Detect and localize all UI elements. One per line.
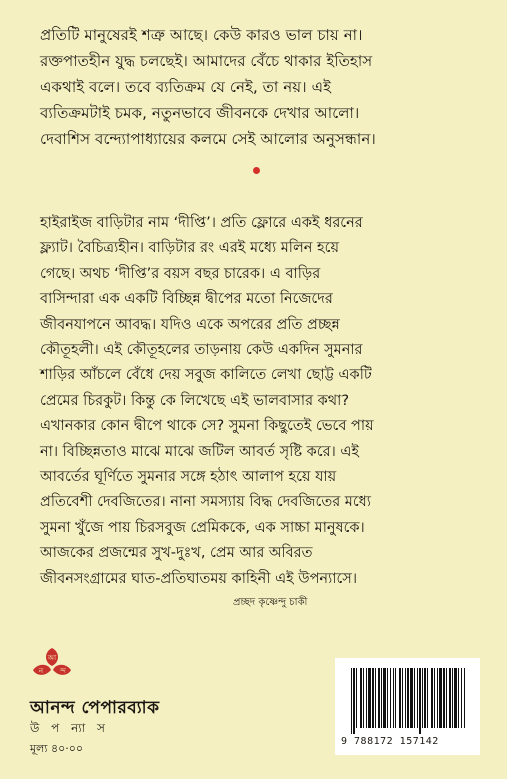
barcode-bar bbox=[422, 668, 423, 728]
barcode-bar bbox=[393, 668, 394, 728]
barcode-bar bbox=[363, 668, 364, 728]
barcode-bar bbox=[402, 668, 403, 728]
genre-label: উ প ন্যা স bbox=[30, 721, 109, 735]
synopsis-paragraph bbox=[40, 211, 480, 592]
isbn-barcode bbox=[335, 658, 480, 755]
synopsis-line: ফ্ল্যাট। বৈচিত্র্যহীন। বাড়িটার রং এরই মধ্যে মলিন হয়ে bbox=[40, 240, 340, 257]
barcode-bar bbox=[443, 668, 445, 728]
synopsis-line: না। বিচ্ছিন্নতাও মাঝে মাঝে জটিল আবর্ত সৃষ্টি করে। এই bbox=[40, 443, 359, 460]
publisher-name: আনন্দ পেপারব্যাক bbox=[30, 698, 160, 718]
price-label: মূল্য ৪০·০০ bbox=[30, 742, 84, 755]
barcode-bar bbox=[458, 668, 459, 728]
barcode-bar bbox=[449, 668, 451, 728]
barcode-bar bbox=[375, 668, 376, 728]
synopsis-line: গেছে। অথচ ‘দীপ্তি’র বয়স বছর চারেক। এ বাড়ির bbox=[40, 265, 321, 282]
barcode-bar bbox=[381, 668, 382, 728]
blurb-line: ব্যতিক্রমটাই চমক, নতুনভাবে জীবনকে দেখার আলো। bbox=[40, 104, 360, 122]
barcode-bars bbox=[349, 668, 467, 734]
synopsis-line: বাসিন্দারা এক একটি বিচ্ছিন্ন দ্বীপের মতো নিজেদের bbox=[40, 291, 333, 308]
logo-letter: আ bbox=[47, 654, 57, 662]
blurb-line: রক্তপাতহীন যুদ্ধ চলছেই। আমাদের বেঁচে থাকার ইতিহাস bbox=[40, 52, 373, 70]
barcode-bar bbox=[439, 668, 442, 728]
synopsis-line: আবর্তের ঘূর্ণিতে সুমনার সঙ্গে হঠাৎ আলাপ হয়ে যায় bbox=[40, 469, 337, 486]
barcode-bar bbox=[390, 668, 391, 728]
barcode-bar bbox=[454, 668, 457, 728]
synopsis-line: জীবনযাপনে আবদ্ধ। যদিও একে অপরের প্রতি প্রচ্ছন্ন bbox=[40, 316, 340, 333]
barcode-bar bbox=[414, 668, 415, 728]
synopsis-line: শাড়ির আঁচলে বেঁধে দেয় সবুজ কালিতে লেখা ছোট্ট একটি bbox=[40, 367, 372, 384]
barcode-bar bbox=[372, 668, 374, 728]
synopsis-line: হাইরাইজ বাড়িটার নাম ‘দীপ্তি’। প্রতি ফ্লোরে একই ধরনের bbox=[40, 215, 363, 231]
barcode-bar bbox=[387, 668, 388, 728]
barcode-bar bbox=[399, 668, 401, 728]
blurb-line: দেবাশিস বন্দ্যোপাধ্যায়ের কলমে সেই আলোর অনুসন্ধান। bbox=[40, 130, 376, 148]
cover-credit: প্রচ্ছদ কৃষ্ণেন্দু চাকী bbox=[233, 597, 308, 608]
barcode-bar bbox=[437, 668, 438, 728]
barcode-bar bbox=[452, 668, 453, 728]
synopsis-line: সুমনা খুঁজে পায় চিরসবুজ প্রেমিককে, এক সাচ্চা মানুষকে। bbox=[40, 519, 365, 536]
barcode-bar bbox=[419, 668, 421, 734]
barcode-bar bbox=[360, 668, 362, 728]
barcode-bar bbox=[351, 668, 352, 734]
barcode-bar bbox=[368, 668, 371, 728]
synopsis-line: আজকের প্রজন্মের সুখ-দুঃখ, প্রেম আর অবিরত bbox=[40, 545, 313, 562]
logo-letter: ন bbox=[38, 667, 44, 675]
barcode-bar bbox=[383, 668, 386, 728]
barcode-bar bbox=[431, 668, 433, 728]
barcode-bar bbox=[407, 668, 409, 728]
synopsis-line: প্রেমের চিরকুট। কিন্তু কে লিখেছে এই ভালবাসার কথা? bbox=[40, 392, 350, 409]
barcode-bar bbox=[356, 668, 357, 728]
barcode-bar bbox=[378, 668, 380, 728]
barcode-bar bbox=[410, 668, 413, 728]
barcode-bar bbox=[434, 668, 435, 728]
separator-dot bbox=[253, 167, 260, 174]
blurb-line: প্রতিটি মানুষেরই শত্রু আছে। কেউ কারও ভাল চায় না। bbox=[40, 26, 363, 44]
barcode-bar bbox=[464, 668, 465, 728]
barcode-bar bbox=[427, 668, 428, 728]
barcode-bar bbox=[446, 668, 447, 728]
synopsis-line: এখানকার কোন দ্বীপে থাকে সে? সুমনা কিছুতেই ভেবে পায় bbox=[40, 418, 374, 435]
barcode-bar bbox=[353, 668, 355, 734]
logo-letter: ন্দ bbox=[60, 667, 66, 675]
barcode-bar bbox=[461, 668, 462, 728]
blurb-line: একথাই বলে। তবে ব্যতিক্রম যে নেই, তা নয়। এই bbox=[40, 78, 331, 96]
barcode-bar bbox=[395, 668, 396, 728]
barcode-bar bbox=[366, 668, 367, 728]
barcode-bar bbox=[424, 668, 426, 728]
synopsis-line: প্রতিবেশী দেবজিতের। নানা সমস্যায় বিদ্ধ দেবজিতের মধ্যে bbox=[40, 494, 372, 511]
synopsis-line: জীবনসংগ্রামের ঘাত-প্রতিঘাতময় কাহিনী এই উপন্যাসে। bbox=[40, 570, 358, 587]
synopsis-line: কৌতূহলী। এই কৌতূহলের তাড়নায় কেউ একদিন সুমনার bbox=[40, 342, 363, 359]
barcode-bar bbox=[405, 668, 406, 728]
barcode-bar bbox=[417, 668, 418, 728]
publisher-logo-icon bbox=[30, 646, 74, 686]
isbn-number: 9 788172 157142 bbox=[341, 736, 439, 747]
blurb-paragraph bbox=[40, 22, 480, 152]
